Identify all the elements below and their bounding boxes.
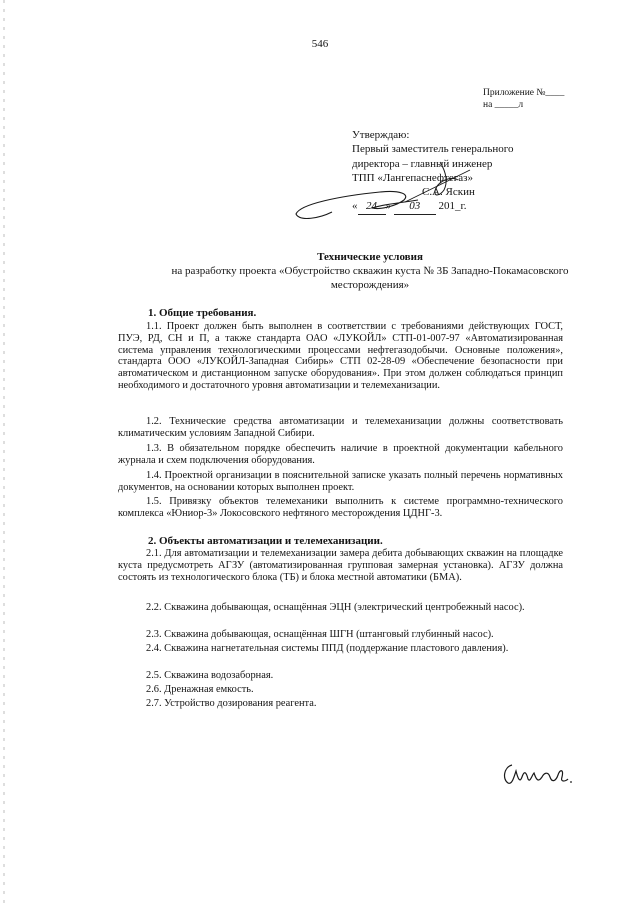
date-year: 201_г.	[438, 200, 467, 213]
document-title: Технические условия	[317, 251, 423, 263]
section-heading: 2. Объекты автоматизации и телемеханизации.	[148, 535, 383, 547]
paragraph-2-1: 2.1. Для автоматизации и телемеханизации замера дебита добывающих скважин на площадке куста предусмотреть АГЗУ (автоматизированная групповая замерная установка). АГЗУ должна состоять из технологического блока (ТБ) и блока местной автоматики (БМА).	[118, 548, 563, 583]
paragraph-2-2: 2.2. Скважина добывающая, оснащённая ЭЦН (электрический центробежный насос).	[146, 602, 525, 613]
date-day: 24	[358, 199, 386, 214]
approval-signer: С.А. Яскин	[422, 186, 475, 199]
paragraph-2-6: 2.6. Дренажная емкость.	[146, 684, 254, 695]
paragraph-1-1: 1.1. Проект должен быть выполнен в соответствии с требованиями действующих ГОСТ, ПУЭ, РД, СН и П, а также стандарта ОАО «ЛУКОЙЛ» СТП-01-007-97 «Автоматизированная система управления технологическими процессами нефтегазодобычи. Основные положения», стандарта ООО «ЛУКОЙЛ-Западная Сибирь» СТП 02-28-09 «Обеспечение безопасности при автоматическом и дистанционном запуске оборудования». При этом должен соблюдаться принцип необходимого и достаточного уровня автоматизации и телемеханизации.	[118, 321, 563, 391]
paragraph-1-5: 1.5. Привязку объектов телемеханики выполнить к системе программно-технического комплекса «Юниор-3» Локосовского нефтяного месторождения ЦДНГ-3.	[118, 496, 563, 519]
approval-position-1: Первый заместитель генерального	[352, 143, 514, 156]
appendix-number: Приложение №____	[483, 88, 565, 98]
document-title-block	[100, 250, 640, 292]
approval-company: ТПП «Лангепаснефтегаз»	[352, 171, 473, 184]
paragraph-1-4: 1.4. Проектной организации в пояснительной записке указать полный перечень нормативных документов, на основании которых выполнен проект.	[118, 470, 563, 493]
paragraph-2-4: 2.4. Скважина нагнетательная системы ППД (поддержание пластового давления).	[146, 643, 509, 654]
document-subtitle-2: месторождения»	[330, 279, 410, 291]
section-heading: 1. Общие требования.	[148, 307, 257, 319]
paragraph-2-7: 2.7. Устройство дозирования реагента.	[146, 698, 317, 709]
approval-position-2: директора – главный инженер	[352, 157, 493, 170]
document-subtitle-1: на разработку проекта «Обустройство скважин куста № 3Б Западно-Покамасовского	[171, 265, 569, 277]
date-open-quote: «	[352, 200, 358, 213]
approval-heading: Утверждаю:	[352, 129, 410, 141]
handwritten-sheet-mark	[498, 755, 578, 795]
page-number: 546	[311, 38, 329, 50]
paragraph-2-3: 2.3. Скважина добывающая, оснащённая ШГН (штанговый глубинный насос).	[146, 629, 494, 640]
appendix-sheets: на _____л	[483, 100, 524, 110]
date-month: 03	[394, 199, 436, 214]
paragraph-2-5: 2.5. Скважина водозаборная.	[146, 670, 274, 681]
paragraph-1-3: 1.3. В обязательном порядке обеспечить наличие в проектной документации кабельного журнала и схем подключения оборудования.	[118, 443, 563, 466]
paragraph-1-2: 1.2. Технические средства автоматизации и телемеханизации должны соответствовать климатическим условиям Западной Сибири.	[118, 416, 563, 439]
date-close-quote: »	[385, 200, 391, 213]
